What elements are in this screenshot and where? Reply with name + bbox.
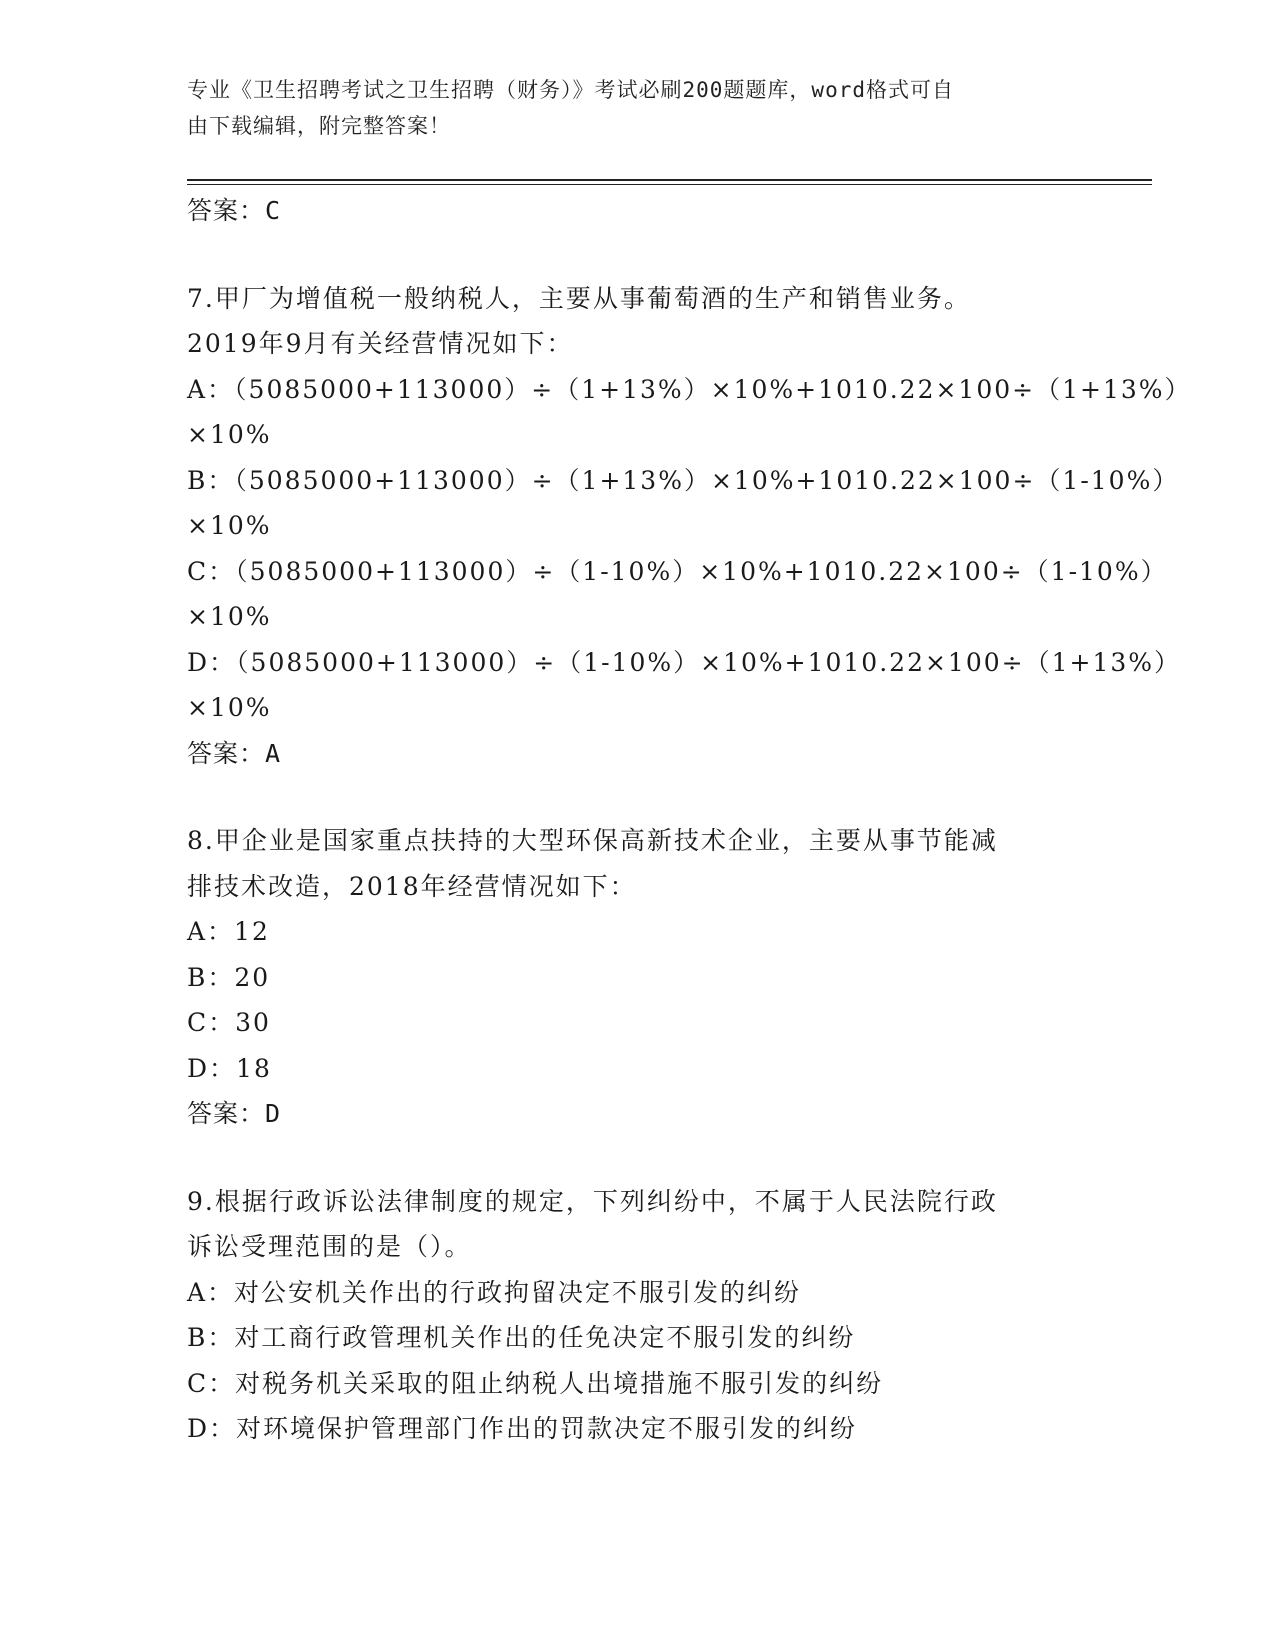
question-answer: 答案：A [187,738,282,768]
previous-answer: 答案：C [187,196,282,225]
question-stem: 2019年9月有关经营情况如下： [187,329,574,358]
question-stem: 诉讼受理范围的是（）。 [187,1232,472,1261]
question-8 [187,818,1067,1137]
option-d: D：对环境保护管理部门作出的罚款决定不服引发的纠纷 [187,1414,858,1443]
question-stem: 8.甲企业是国家重点扶持的大型环保高新技术企业，主要从事节能减 [187,826,998,855]
option-b: B：对工商行政管理机关作出的任免决定不服引发的纠纷 [187,1323,856,1352]
option-d-cont: ×10% [187,693,272,722]
spacer [187,776,1067,818]
question-stem: 排技术改造，2018年经营情况如下： [187,871,637,901]
question-9 [187,1179,1067,1452]
question-stem: 7.甲厂为增值税一般纳税人，主要从事葡萄酒的生产和销售业务。 [187,283,971,313]
option-b-cont: ×10% [187,511,272,540]
option-c-cont: ×10% [187,602,272,631]
option-a: A：对公安机关作出的行政拘留决定不服引发的纠纷 [187,1277,802,1307]
header-divider [187,179,1152,181]
option-c: C：对税务机关采取的阻止纳税人出境措施不服引发的纠纷 [187,1368,884,1398]
option-c: C：30 [187,1008,271,1037]
option-a-cont: ×10% [187,420,272,449]
option-d: D：18 [187,1053,272,1083]
question-content [187,188,1192,1452]
option-b: B：20 [187,962,271,992]
header-divider-thin [187,184,1152,185]
option-a: A：（5085000+113000）÷（1+13%）×10%+1010.22×100÷（1+13%） [187,374,1192,404]
spacer [187,234,1067,276]
question-stem: 9.根据行政诉讼法律制度的规定，下列纠纷中，不属于人民法院行政 [187,1186,998,1216]
option-b: B：（5085000+113000）÷（1+13%）×10%+1010.22×100÷（1-10%） [187,465,1180,495]
option-d: D：（5085000+113000）÷（1-10%）×10%+1010.22×100÷（1+13%） [187,647,1182,677]
question-7 [187,276,1192,777]
page-header [187,72,1067,144]
header-line: 由下载编辑，附完整答案！ [187,114,451,138]
option-a: A：12 [187,917,270,946]
question-answer: 答案：D [187,1099,282,1128]
header-line: 专业《卫生招聘考试之卫生招聘（财务）》考试必刷200题题库，word格式可自 [187,78,954,102]
option-c: C：（5085000+113000）÷（1-10%）×10%+1010.22×100÷（1-10%） [187,556,1168,586]
spacer [187,1137,1067,1179]
